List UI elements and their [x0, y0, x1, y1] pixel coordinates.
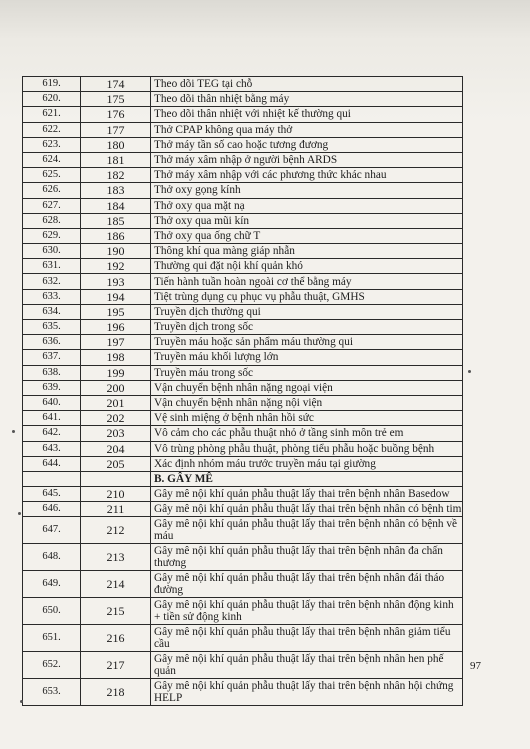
procedure-code: 176 [81, 107, 151, 122]
procedure-code: 175 [81, 92, 151, 107]
scan-speck [468, 370, 471, 373]
table-row [23, 320, 463, 335]
row-index: 623. [23, 137, 81, 152]
table-row [23, 652, 463, 679]
procedure-code: 216 [81, 625, 151, 652]
procedure-name: Gây mê nội khí quản phẫu thuật lấy thai trên bệnh nhân hội chứng HELP [151, 679, 463, 706]
procedure-name: Thở máy tần số cao hoặc tương đương [151, 137, 463, 152]
table-row [23, 598, 463, 625]
procedure-code: 182 [81, 168, 151, 183]
row-index: 652. [23, 652, 81, 679]
procedure-name: Gây mê nội khí quản phẫu thuật lấy thai trên bệnh nhân giảm tiểu cầu [151, 625, 463, 652]
procedure-name: Thở máy xâm nhập với các phương thức khác nhau [151, 168, 463, 183]
procedure-code: 185 [81, 213, 151, 228]
section-title: B. GÂY MÊ [151, 471, 463, 486]
table-row [23, 365, 463, 380]
table-row [23, 456, 463, 471]
table-section-b [23, 471, 463, 486]
procedure-name: Thở oxy qua mũi kín [151, 213, 463, 228]
procedure-code: 195 [81, 304, 151, 319]
table-row [23, 679, 463, 706]
row-index: 625. [23, 168, 81, 183]
procedure-code: 186 [81, 228, 151, 243]
table-row [23, 92, 463, 107]
table-row [23, 502, 463, 517]
row-index: 626. [23, 183, 81, 198]
row-index: 637. [23, 350, 81, 365]
procedure-name: Tiến hành tuần hoàn ngoài cơ thể bằng máy [151, 274, 463, 289]
procedure-name: Truyền máu trong sốc [151, 365, 463, 380]
row-index: 636. [23, 335, 81, 350]
procedure-code: 215 [81, 598, 151, 625]
row-index: 653. [23, 679, 81, 706]
table-row [23, 571, 463, 598]
procedure-name: Gây mê nội khí quản phẫu thuật lấy thai trên bệnh nhân Basedow [151, 487, 463, 502]
row-index: 650. [23, 598, 81, 625]
procedure-code: 201 [81, 395, 151, 410]
row-index: 624. [23, 152, 81, 167]
table-row [23, 441, 463, 456]
row-index: 651. [23, 625, 81, 652]
row-index: 640. [23, 395, 81, 410]
table-row [23, 517, 463, 544]
procedure-code: 203 [81, 426, 151, 441]
procedure-code: 192 [81, 259, 151, 274]
procedure-name: Gây mê nội khí quản phẫu thuật lấy thai trên bệnh nhân động kinh + tiền sử động kinh [151, 598, 463, 625]
table-row [23, 274, 463, 289]
scan-speck [20, 700, 23, 703]
procedure-code: 204 [81, 441, 151, 456]
procedure-name: Thở máy xâm nhập ở người bệnh ARDS [151, 152, 463, 167]
procedure-name: Thở oxy gọng kính [151, 183, 463, 198]
table-row [23, 625, 463, 652]
table-row [23, 289, 463, 304]
table-row [23, 244, 463, 259]
procedure-code: 202 [81, 411, 151, 426]
procedure-code: 199 [81, 365, 151, 380]
procedure-name: Gây mê nội khí quản phẫu thuật lấy thai trên bệnh nhân đái tháo đường [151, 571, 463, 598]
procedure-name: Thường qui đặt nội khí quản khó [151, 259, 463, 274]
row-index: 627. [23, 198, 81, 213]
procedure-code: 174 [81, 77, 151, 92]
row-index: 643. [23, 441, 81, 456]
table-row [23, 395, 463, 410]
procedure-code: 180 [81, 137, 151, 152]
scan-speck [12, 430, 15, 433]
table-row [23, 198, 463, 213]
row-index: 632. [23, 274, 81, 289]
procedure-code: 211 [81, 502, 151, 517]
row-index: 642. [23, 426, 81, 441]
procedure-code: 214 [81, 571, 151, 598]
procedure-name: Gây mê nội khí quản phẫu thuật lấy thai trên bệnh nhân hen phế quản [151, 652, 463, 679]
procedure-name: Gây mê nội khí quản phẫu thuật lấy thai trên bệnh nhân có bệnh về máu [151, 517, 463, 544]
section-header-row [23, 471, 463, 486]
procedure-code: 218 [81, 679, 151, 706]
row-index: 619. [23, 77, 81, 92]
table-row [23, 411, 463, 426]
procedure-name: Tiệt trùng dụng cụ phục vụ phẫu thuật, GMHS [151, 289, 463, 304]
procedure-name: Vận chuyển bệnh nhân nặng nội viện [151, 395, 463, 410]
procedure-code: 210 [81, 487, 151, 502]
procedure-name: Thở CPAP không qua máy thở [151, 122, 463, 137]
procedure-name: Vệ sinh miệng ở bệnh nhân hồi sức [151, 411, 463, 426]
row-index: 646. [23, 502, 81, 517]
procedure-code: 212 [81, 517, 151, 544]
table-body-a [23, 77, 463, 472]
procedure-code: 200 [81, 380, 151, 395]
row-index: 645. [23, 487, 81, 502]
row-index: 629. [23, 228, 81, 243]
table-row [23, 228, 463, 243]
row-index: 639. [23, 380, 81, 395]
table-row [23, 77, 463, 92]
procedure-name: Truyền dịch thường qui [151, 304, 463, 319]
table-row [23, 335, 463, 350]
procedure-name: Truyền máu khối lượng lớn [151, 350, 463, 365]
table-row [23, 107, 463, 122]
procedure-code: 213 [81, 544, 151, 571]
procedure-code: 197 [81, 335, 151, 350]
table-row [23, 380, 463, 395]
row-index: 631. [23, 259, 81, 274]
procedure-code: 193 [81, 274, 151, 289]
procedure-table [22, 76, 463, 706]
table-row [23, 183, 463, 198]
procedure-code: 205 [81, 456, 151, 471]
row-index: 622. [23, 122, 81, 137]
procedure-name: Truyền máu hoặc sản phẩm máu thường qui [151, 335, 463, 350]
procedure-code: 217 [81, 652, 151, 679]
procedure-code: 196 [81, 320, 151, 335]
procedure-name: Theo dõi thân nhiệt bằng máy [151, 92, 463, 107]
row-index: 638. [23, 365, 81, 380]
procedure-code: 198 [81, 350, 151, 365]
procedure-name: Thở oxy qua mặt nạ [151, 198, 463, 213]
table-row [23, 304, 463, 319]
row-index: 649. [23, 571, 81, 598]
row-index: 634. [23, 304, 81, 319]
table-row [23, 137, 463, 152]
procedure-code: 177 [81, 122, 151, 137]
procedure-name: Thông khí qua màng giáp nhẫn [151, 244, 463, 259]
table-row [23, 426, 463, 441]
procedure-name: Vận chuyển bệnh nhân nặng ngoại viện [151, 380, 463, 395]
procedure-name: Vô trùng phòng phẫu thuật, phòng tiểu phẫu hoặc buồng bệnh [151, 441, 463, 456]
procedure-name: Theo dõi thân nhiệt với nhiệt kế thường qui [151, 107, 463, 122]
table-row [23, 350, 463, 365]
table-row [23, 213, 463, 228]
row-index: 621. [23, 107, 81, 122]
row-index: 633. [23, 289, 81, 304]
procedure-name: Gây mê nội khí quản phẫu thuật lấy thai trên bệnh nhân đa chấn thương [151, 544, 463, 571]
procedure-code: 190 [81, 244, 151, 259]
row-index: 648. [23, 544, 81, 571]
procedure-name: Xác định nhóm máu trước truyền máu tại giường [151, 456, 463, 471]
procedure-code: 181 [81, 152, 151, 167]
row-index: 630. [23, 244, 81, 259]
table-row [23, 487, 463, 502]
page-number: 97 [470, 660, 481, 672]
table-row [23, 168, 463, 183]
table-row [23, 259, 463, 274]
table-row [23, 152, 463, 167]
procedure-name: Thở oxy qua ống chữ T [151, 228, 463, 243]
row-index: 644. [23, 456, 81, 471]
procedure-name: Theo dõi TEG tại chỗ [151, 77, 463, 92]
row-index: 641. [23, 411, 81, 426]
row-index: 628. [23, 213, 81, 228]
procedure-name: Vô cảm cho các phẫu thuật nhỏ ở tầng sinh môn trẻ em [151, 426, 463, 441]
row-index: 647. [23, 517, 81, 544]
procedure-code: 184 [81, 198, 151, 213]
procedure-code: 183 [81, 183, 151, 198]
scan-speck [18, 512, 21, 515]
procedure-code: 194 [81, 289, 151, 304]
row-index: 635. [23, 320, 81, 335]
table-row [23, 544, 463, 571]
table-body-b [23, 487, 463, 706]
table-row [23, 122, 463, 137]
procedure-name: Truyền dịch trong sốc [151, 320, 463, 335]
procedure-name: Gây mê nội khí quản phẫu thuật lấy thai trên bệnh nhân có bệnh tim [151, 502, 463, 517]
row-index: 620. [23, 92, 81, 107]
